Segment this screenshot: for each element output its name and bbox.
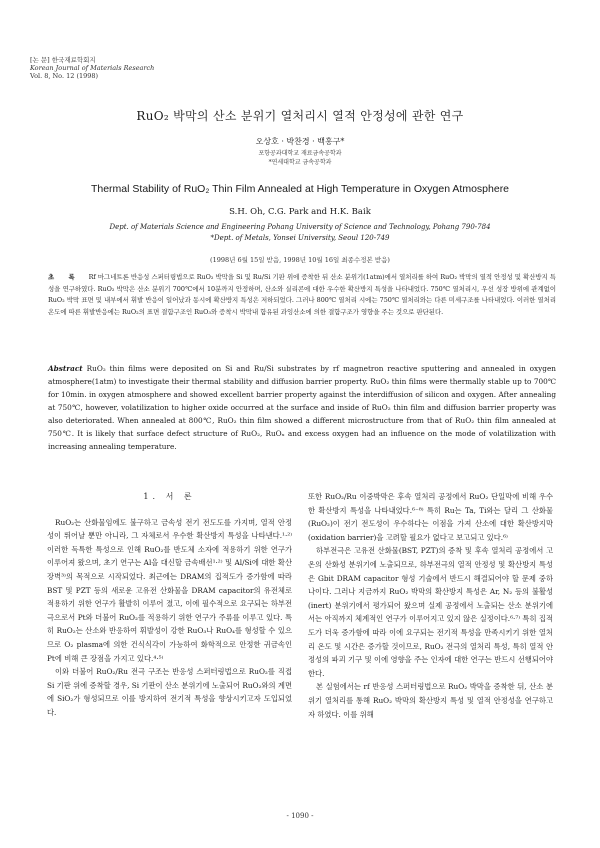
journal-volume: Vol. 8, No. 12 (1998) [30, 72, 99, 80]
journal-name-en: Korean Journal of Materials Research [30, 64, 155, 72]
affiliation-ko-2: *연세대학교 금속공학과 [268, 159, 332, 166]
abstract-ko-text: Rf 마그네트론 반응성 스퍼터링법으로 RuO₂ 박막을 Si 및 Ru/Si 기판 위에 증착한 뒤 산소 분위기(1atm)에서 열처리를 하여 RuO₂ 박막의 열적 안정성 및 확산방지 특성을 연구하였다. RuO₂ 박막은 산소 분위기 700℃에서 10분까지 안정하며, 산소와 실리콘에 대한 우수한 확산방지 특성을 나타내었다. 750℃ 열처리시, 우선 성장 방위에 관계없이 RuO₂ 박막 표면 및 내부에서 휘발 반응이 일어났과 동시에 확산방지 특성은 저하되었다. 그러나 800℃ 열처리 시에는 750℃ 열처리와는 다른 미세구조를 나타내었다. 이러한 열처리 온도에 따른 휘발반응에는 RuO₂의 표면 결함구조인 RuO₃와 증착시 박막내 함유된 과잉산소에 의한 결함구조가 영향을 주는 것으로 판단된다. [48, 273, 556, 316]
right-paragraph-2: 하부전극은 고유전 산화물(BST, PZT)의 증착 및 후속 열처리 공정에서 고온의 산화성 분위기에 노출되므로, 하부전극의 열적 안정성 및 확산방지 특성은 Gbit DRAM capacitor 형성 기술에서 반드시 해결되어야 할 문제 중하나이다. 그러나 지금까지 RuO₂ 박막의 확산방지 특성은 Ar, N₂ 등의 불활성(inert) 분위기에서 평가되어 왔으며 실제 공정에서 노출되는 산소 분위기에서는 아직까지 체계적인 연구가 이루어지고 있지 않은 실정이다.⁶·⁷⁾ 특히 집적도가 더욱 증가함에 따라 이에 요구되는 전기적 특성을 만족시키기 위한 열처리 온도 및 시간은 증가할 것이므로, RuO₂ 전극의 열처리 특성, 특히 열적 안정성의 파괴 기구 및 이에 영향을 주는 인자에 대한 연구는 반드시 선행되어야 한다. [308, 546, 553, 678]
affiliation-ko-1: 포항공과대학교 재료금속공학과 [258, 150, 342, 157]
authors-ko: 오상호 · 박찬경 · 백홍구* [255, 137, 345, 146]
abstract-ko-label: 초 록 [48, 273, 81, 281]
authors-en: S.H. Oh, C.G. Park and H.K. Baik [229, 207, 371, 217]
affiliations-ko [0, 149, 600, 167]
section-heading-introduction: 1. 서 론 [143, 492, 196, 501]
journal-header [30, 56, 154, 80]
paper-title-en: Thermal Stability of RuO₂ Thin Film Annealed at High Temperature in Oxygen Atmosphere [90, 183, 510, 195]
abstract-ko [48, 272, 556, 318]
abstract-en [48, 362, 556, 453]
right-paragraph-1: 또한 RuO₂/Ru 이중박막은 후속 열처리 공정에서 RuO₂ 단일막에 비해 우수한 확산방지 특성을 나타내었다.⁶⁻⁸⁾ 특히 Ru는 Ta, Ti와는 달리 그 산화물(RuO₂)이 전기 전도성이 우수하다는 이점을 가져 산소에 대한 확산방지막(oxidation barrier)을 고려할 필요가 없다고 보고되고 있다.⁶⁾ [308, 492, 553, 542]
left-column [47, 490, 292, 720]
page-number: - 1090 - [286, 812, 314, 820]
abstract-en-text: RuO₂ thin films were deposited on Si and Ru/Si substrates by rf magnetron reactive sputtering and annealed in oxygen atmosphere(1atm) to investigate their thermal stability and diffusion barrier property. RuO₂ thin films were thermally stable up to 700℃ for 10min. in oxygen atmosphere and showed excellent barrier property against the interdiffusion of silicon and oxygen. After annealing at 750℃, however, volatilization to higher oxide occurred at the surface and inside of RuO₂ thin film and diffusion barrier property was also deteriorated. When annealed at 800℃, RuO₂ thin film showed a different microstructure from that of RuO₂ thin film annealed at 750℃. It is likely that surface defect structure of RuO₂, RuOₓ and excess oxygen had an influence on the mode of volatilization with increasing annealing temperature. [48, 364, 556, 451]
right-column [308, 490, 553, 721]
affiliation-en-1: Dept. of Materials Science and Engineering Pohang University of Science and Technology, Pohang 790-784 [109, 223, 491, 231]
left-paragraph-1: RuO₂는 산화물임에도 불구하고 금속성 전기 전도도를 가지며, 열적 안정성이 뛰어날 뿐만 아니라, 그 자체로서 우수한 확산방지 특성을 나타낸다.¹·²⁾ 이러한 독특한 특성으로 인해 RuO₂를 반도체 소자에 적용하기 위한 연구가 이루어져 왔으며, 초기 연구는 Al을 대신할 금속배선¹·²⁾ 및 Al/Si에 대한 확산장벽³⁾의 목적으로 시작되었다. 최근에는 DRAM의 집적도가 증가함에 따라 BST 및 PZT 등의 새로운 고유전 산화물을 DRAM capacitor의 유전체로 적용하기 위한 연구가 활발히 이루어 졌고, 이에 필수적으로 요구되는 하부전극으로서 Pt와 더불어 RuO₂를 적용하기 위한 연구가 주류를 이루고 있다. 특히 RuO₂는 산소와 반응하여 휘발성이 강한 RuO₃나 RuO₄를 형성할 수 있으므로 O₂ plasma에 의한 건식식각이 가능하여 화학적으로 안정한 귀금속인 Pt에 비해 큰 장점을 가지고 있다.⁴·⁵⁾ [47, 517, 292, 663]
affiliations-en [0, 222, 600, 244]
received-dates: (1998년 6월 15일 받음, 1998년 10월 16일 최종수정본 받음) [210, 256, 390, 264]
paper-title-ko: RuO₂ 박막의 산소 분위기 열처리시 열적 안정성에 관한 연구 [136, 109, 464, 123]
journal-name-ko: [논 문] 한국재료학회지 [30, 56, 96, 64]
right-paragraph-3: 본 실험에서는 rf 반응성 스퍼터링법으로 RuO₂ 박막을 증착한 뒤, 산소 분위기 열처리를 통해 RuO₂ 박막의 확산방지 특성 및 열적 안정성을 연구하고자 하였다. 이를 위해 [308, 682, 553, 719]
abstract-en-label: Abstract [48, 364, 83, 373]
left-paragraph-2: 이와 더불어 RuO₂/Ru 전극 구조는 반응성 스퍼터링법으로 RuO₂를 직접 Si 기판 위에 증착할 경우, Si 기판이 산소 분위기에 노출되어 RuO₂와의 계면에 SiO₂가 형성되므로 이를 방지하여 전기적 특성을 향상시키고자 도입되었다. [47, 667, 292, 717]
affiliation-en-2: *Dept. of Metals, Yonsei University, Seoul 120-749 [210, 234, 390, 242]
